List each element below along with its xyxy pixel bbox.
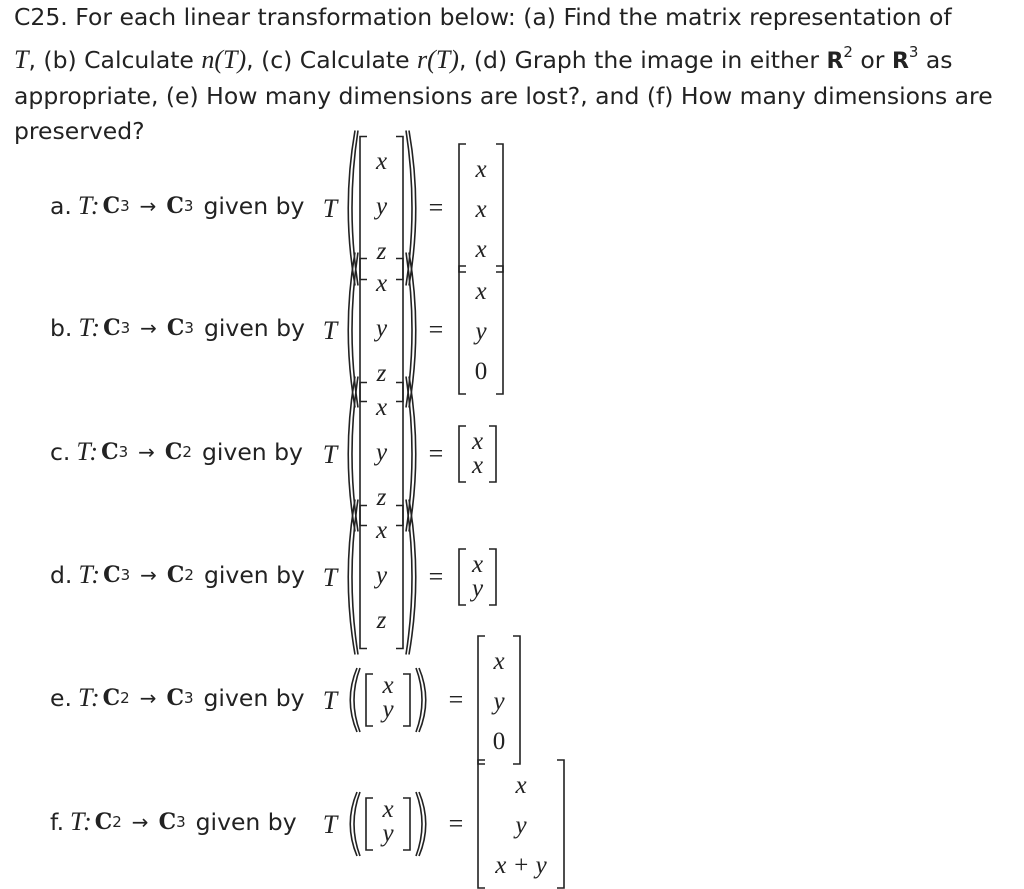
given-by-text: given by (203, 561, 305, 589)
domain-exponent: 2 (112, 813, 122, 831)
arrow-icon: → (140, 316, 157, 340)
arrow-icon: → (139, 194, 157, 218)
codomain-exponent: 2 (182, 443, 192, 461)
arrow-icon: → (140, 563, 157, 587)
equals-sign: = (428, 193, 444, 222)
domain-exponent: 3 (120, 197, 130, 215)
problem-number: C25. (14, 3, 68, 31)
input-entry: x (382, 796, 394, 823)
map-T: T (322, 810, 338, 839)
intro-text-3: , (c) Calculate (246, 45, 418, 74)
output-entry: 0 (492, 728, 506, 755)
complex-set-symbol: C (101, 439, 119, 465)
map-name: T: (76, 437, 99, 466)
domain-exponent: 3 (120, 319, 131, 337)
map-T: T (322, 316, 338, 345)
output-entry: x (493, 648, 505, 675)
complex-set-symbol: C (102, 193, 121, 219)
map-T: T (322, 440, 338, 469)
output-entry: x (515, 772, 527, 799)
map-name: T: (70, 807, 92, 836)
codomain-exponent: 3 (183, 197, 194, 215)
input-entry: y (375, 315, 388, 342)
input-entry: y (375, 562, 388, 589)
complex-set-symbol: C (103, 315, 121, 341)
map-name: T: (78, 560, 101, 589)
arrow-icon: → (139, 686, 157, 710)
codomain-exponent: 2 (184, 566, 194, 584)
arrow-icon: → (131, 810, 149, 834)
input-entry: z (376, 360, 387, 387)
item-letter: c. (50, 438, 71, 466)
input-entry: y (375, 439, 388, 466)
map-T: T (322, 194, 338, 223)
item-letter: b. (50, 314, 73, 342)
equals-sign: = (428, 439, 444, 468)
output-entry: x (471, 452, 484, 479)
domain-exponent: 3 (118, 443, 129, 461)
complex-set-symbol: C (164, 439, 183, 465)
real-set-symbol: R (826, 48, 844, 74)
nullity-expr: n(T) (201, 44, 247, 74)
input-entry: z (376, 607, 387, 634)
output-entry: x (475, 156, 487, 183)
map-name: T: (77, 191, 100, 220)
intro-text-5: as appropriate, (e) How many dimensions are lost?, and (f) How many dimensions are preserved? (14, 45, 993, 145)
output-entry: x (471, 428, 484, 455)
real-set-symbol-2: R (891, 48, 909, 74)
equation-d (323, 500, 496, 655)
input-entry: z (376, 238, 387, 265)
intro-or: or (852, 45, 892, 74)
item-letter: a. (50, 192, 72, 220)
output-entry: 0 (474, 358, 488, 385)
complex-set-symbol: C (166, 315, 185, 341)
complex-set-symbol: C (103, 562, 121, 588)
intro-text-4: , (d) Graph the image in either (458, 45, 827, 74)
given-by-text: given by (201, 438, 303, 466)
intro-text-2: , (b) Calculate (28, 45, 202, 74)
equation-e (323, 636, 520, 764)
output-entry: x (471, 551, 484, 578)
domain-exponent: 3 (120, 566, 131, 584)
equation-b (323, 253, 503, 408)
input-entry: x (375, 517, 388, 544)
equals-sign: = (428, 562, 444, 591)
complex-set-symbol: C (158, 809, 177, 835)
map-name: T: (78, 313, 101, 342)
given-by-text: given by (203, 192, 305, 220)
complex-set-symbol: C (102, 685, 121, 711)
input-entry: y (375, 193, 388, 220)
map-T: T (322, 563, 338, 592)
input-entry: z (376, 484, 387, 511)
map-T: T (322, 686, 338, 715)
equation-a (323, 131, 503, 286)
codomain-exponent: 3 (183, 689, 194, 707)
output-entry: y (471, 575, 484, 602)
equals-sign: = (448, 685, 464, 714)
equals-sign: = (448, 809, 464, 838)
complex-set-symbol: C (166, 193, 184, 219)
codomain-exponent: 3 (176, 813, 186, 831)
arrow-icon: → (138, 440, 155, 464)
input-entry: y (382, 820, 394, 847)
var-T: T (14, 44, 29, 74)
given-by-text: given by (195, 808, 297, 836)
input-entry: y (382, 696, 394, 723)
rank-expr: r(T) (417, 44, 459, 74)
output-entry: y (493, 688, 505, 715)
codomain-exponent: 3 (184, 319, 194, 337)
exponent-3: 3 (908, 42, 919, 61)
complex-set-symbol: C (166, 685, 184, 711)
equals-sign: = (428, 315, 444, 344)
output-entry: y (515, 812, 527, 839)
input-entry: x (382, 672, 394, 699)
map-name: T: (77, 683, 100, 712)
output-entry: x + y (495, 852, 547, 879)
item-letter: d. (50, 561, 73, 589)
given-by-text: given by (203, 684, 305, 712)
input-entry: x (375, 148, 388, 175)
complex-set-symbol: C (166, 562, 185, 588)
input-entry: x (375, 394, 388, 421)
equation-f (323, 760, 564, 888)
complex-set-symbol: C (94, 809, 113, 835)
equation-c (323, 377, 496, 532)
domain-exponent: 2 (120, 689, 130, 707)
output-entry: y (475, 318, 487, 345)
item-letter: e. (50, 684, 72, 712)
output-entry: x (475, 236, 487, 263)
input-entry: x (375, 270, 388, 297)
given-by-text: given by (203, 314, 305, 342)
exponent-2: 2 (843, 42, 853, 61)
output-entry: x (475, 278, 487, 305)
item-letter: f. (50, 808, 65, 836)
output-entry: x (475, 196, 487, 223)
intro-text-1: For each linear transformation below: (a) Find the matrix representation of (67, 3, 952, 31)
